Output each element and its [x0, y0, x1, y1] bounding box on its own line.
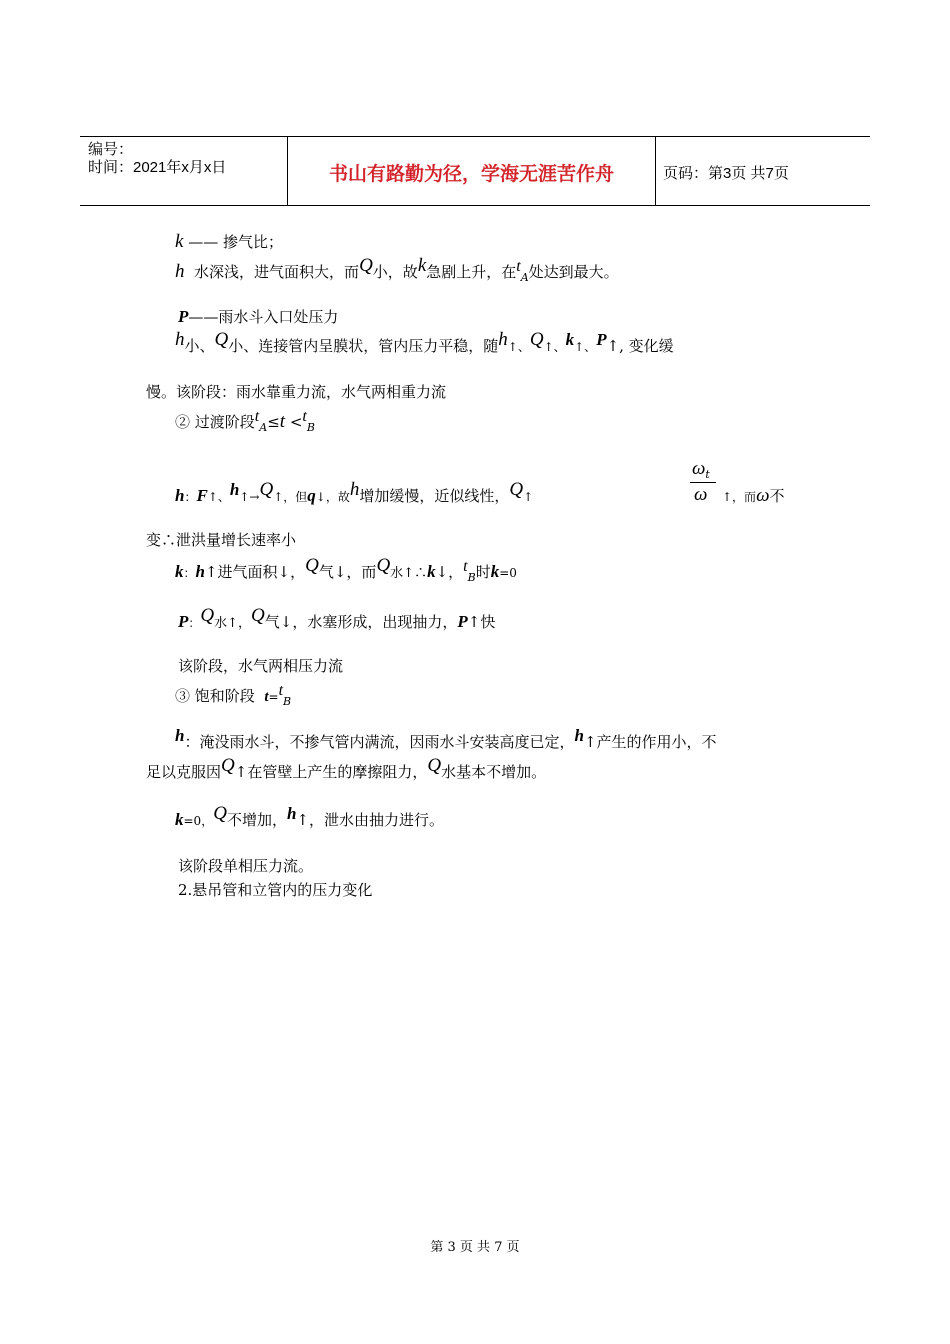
fraction-numerator: $\omega_t$	[692, 458, 710, 481]
header-motto: 书山有路勤为径，学海无涯苦作舟	[328, 163, 614, 185]
page-footer: 第 3 页 共 7 页	[430, 1240, 520, 1255]
line-k-definition: k —— 掺气比；	[175, 231, 283, 252]
line-h-f-transition: h：F↑、h↑→Q↑，但q↓，故h增加缓慢，近似线性，Q↑	[175, 479, 534, 505]
document-header	[80, 136, 870, 206]
line-h-saturation: h：淹没雨水斗，不掺气管内满流，因雨水斗安装高度已定，h↑产生的作用小，不	[175, 726, 717, 751]
section-heading: 2.悬吊管和立管内的压力变化	[178, 881, 373, 899]
line-k-transition: k：h↑进气面积↓，Q气↓，而Q水↑∴k↓，$t_B$时k=0	[175, 555, 517, 584]
symbol-k: k	[175, 231, 184, 252]
line-single-phase: 该阶段单相压力流。	[178, 857, 314, 875]
line-friction: 足以克服因Q↑在管壁上产生的摩擦阻力，Q水基本不增加。	[146, 755, 547, 781]
fraction-bar	[690, 482, 716, 483]
line-h-shallow: h 水深浅，进气面积大，而Q小，故k急剧上升，在$t_A$处达到最大。	[175, 255, 619, 284]
fraction-denominator: ω	[694, 484, 708, 505]
line-stage-summary: 慢。该阶段：雨水靠重力流，水气两相重力流	[146, 383, 447, 401]
line-saturation-stage: ③ 饱和阶段 $t=t_B$	[175, 682, 292, 708]
line-p-definition: P——雨水斗入口处压力	[178, 307, 339, 326]
header-meta	[88, 141, 226, 177]
line-h-small: h小、Q小、连接管内呈膜状，管内压力平稳，随h↑、Q↑、k↑、P↑, 变化缓	[175, 329, 674, 355]
line-stage-two-phase: 该阶段，水气两相压力流	[178, 657, 344, 675]
line-k-zero: k=0，Q不增加，h↑，泄水由抽力进行。	[175, 803, 444, 829]
line-h-f-transition-tail: ↑，而ω不	[722, 485, 785, 506]
header-page-info: 页码：第3页 共7页	[663, 165, 789, 182]
line-transition-stage: ② 过渡阶段$t_A\le t <t_B$	[175, 408, 315, 434]
header-divider	[655, 137, 656, 205]
document-time-label: 时间：2021年x月x日	[88, 159, 227, 176]
line-p-transition: P：Q水↑，Q气↓，水塞形成，出现抽力，P↑快	[178, 605, 496, 631]
line-flood-rate: 变∴泄洪量增长速率小	[146, 531, 297, 549]
document-number-label: 编号：	[88, 141, 134, 158]
